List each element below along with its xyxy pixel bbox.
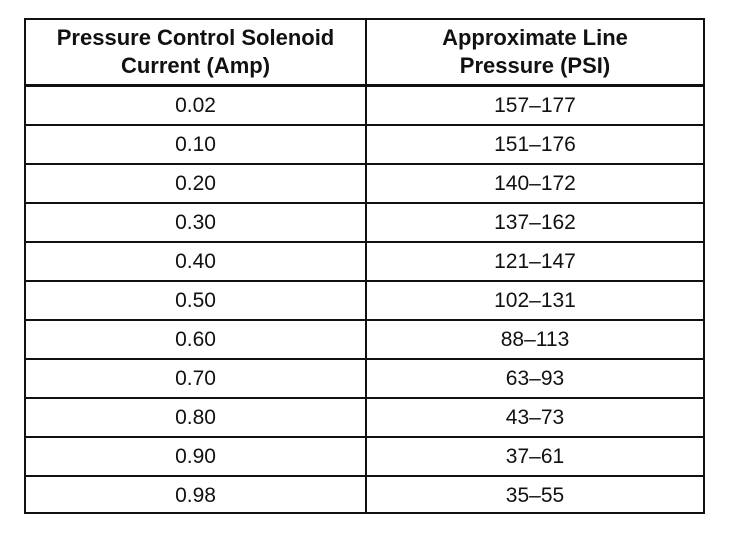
table-row [26,164,703,203]
current-cell: 0.70 [26,359,366,398]
pressure-cell: 137–162 [366,203,703,242]
pressure-cell: 43–73 [366,398,703,437]
table-header-row [26,20,703,86]
table-row [26,125,703,164]
pressure-cell: 63–93 [366,359,703,398]
table-row [26,476,703,514]
current-cell: 0.90 [26,437,366,476]
header-line-pressure-line2: Pressure (PSI) [459,53,611,78]
header-line-pressure [366,20,703,86]
table-row [26,203,703,242]
current-cell: 0.98 [26,476,366,514]
current-cell: 0.40 [26,242,366,281]
current-cell: 0.80 [26,398,366,437]
header-line-pressure-line1: Approximate Line [442,25,628,50]
table-row [26,281,703,320]
current-cell: 0.02 [26,86,366,126]
current-cell: 0.20 [26,164,366,203]
table-row [26,320,703,359]
pressure-table [24,18,705,514]
pressure-data-table [26,20,703,514]
header-solenoid-current-line1: Pressure Control Solenoid [56,25,335,50]
pressure-cell: 37–61 [366,437,703,476]
current-cell: 0.10 [26,125,366,164]
pressure-cell: 88–113 [366,320,703,359]
table-row [26,86,703,126]
header-solenoid-current [26,20,366,86]
header-solenoid-current-line2: Current (Amp) [120,53,271,78]
pressure-cell: 157–177 [366,86,703,126]
table-row [26,398,703,437]
current-cell: 0.50 [26,281,366,320]
table-row [26,437,703,476]
pressure-cell: 140–172 [366,164,703,203]
current-cell: 0.30 [26,203,366,242]
pressure-cell: 151–176 [366,125,703,164]
pressure-cell: 121–147 [366,242,703,281]
pressure-cell: 102–131 [366,281,703,320]
current-cell: 0.60 [26,320,366,359]
table-row [26,242,703,281]
pressure-cell: 35–55 [366,476,703,514]
table-row [26,359,703,398]
